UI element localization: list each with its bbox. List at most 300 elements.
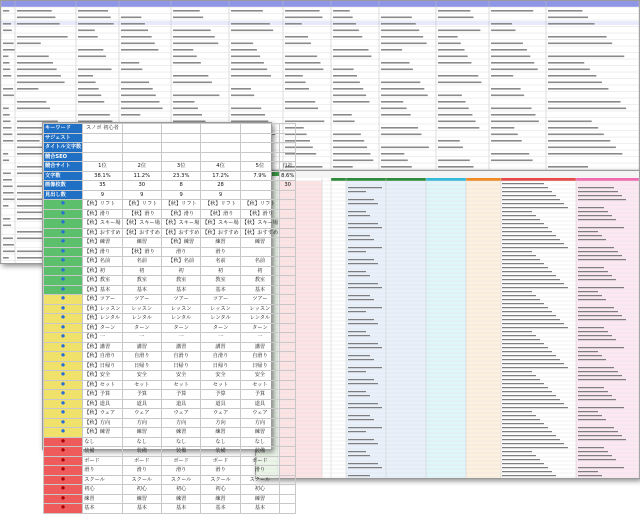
keyword-cell: レンタル xyxy=(201,314,240,324)
empty-cell xyxy=(280,447,296,457)
right-cell-text-stroke xyxy=(502,427,548,428)
table-row xyxy=(44,257,296,267)
row-header-cell: 競合サイト xyxy=(44,162,83,172)
empty-cell xyxy=(280,456,296,466)
keyword-cell: レッスン xyxy=(201,304,240,314)
row-marker: ● xyxy=(44,200,83,210)
back-cell-text-stroke xyxy=(17,101,46,103)
table-row xyxy=(44,228,296,238)
row-marker: ● xyxy=(44,494,83,504)
back-cell-text-stroke xyxy=(78,114,110,116)
back-cell-text-stroke xyxy=(3,127,12,129)
back-cell-text-stroke xyxy=(173,82,212,84)
row-marker: ● xyxy=(44,418,83,428)
back-cell-text-stroke xyxy=(381,69,413,71)
keyword-cell: 名前 xyxy=(240,257,279,267)
keyword-cell: 初 xyxy=(240,266,279,276)
table-cell xyxy=(161,133,200,143)
back-cell-text-stroke xyxy=(3,121,11,123)
right-cell-text-stroke xyxy=(348,191,366,192)
table-cell: 9 xyxy=(201,190,240,200)
keyword-cell: 【秋】おすすめ xyxy=(202,229,239,236)
right-cell-text-stroke xyxy=(348,347,382,348)
right-cell-text-stroke xyxy=(578,431,618,432)
back-cell-text-stroke xyxy=(173,10,200,12)
table-cell: 30 xyxy=(122,181,161,191)
back-cell-text-stroke xyxy=(438,127,479,129)
right-cell-text-stroke xyxy=(502,363,564,364)
keyword-cell: 【秋】練習 xyxy=(83,238,122,248)
row-marker: ● xyxy=(44,228,83,238)
back-cell-text-stroke xyxy=(3,218,10,220)
right-cell-text-stroke xyxy=(578,327,604,328)
keyword-cell: 自滑り xyxy=(240,352,279,362)
right-cell-text-stroke xyxy=(578,459,616,460)
back-cell-text-stroke xyxy=(491,88,521,90)
keyword-cell: 日帰り xyxy=(240,361,279,371)
back-cell-text-stroke xyxy=(17,140,40,142)
keyword-cell: 【秋】おすすめ xyxy=(84,229,121,236)
back-cell-text-stroke xyxy=(78,82,96,84)
keyword-cell: 予算 xyxy=(240,390,279,400)
keyword-cell: ターン xyxy=(161,323,200,333)
keyword-cell: セット xyxy=(240,380,279,390)
keyword-cell: 自滑り xyxy=(161,352,200,362)
right-cell-text-stroke xyxy=(348,323,378,324)
empty-cell xyxy=(280,437,296,447)
back-cell-text-stroke xyxy=(438,166,474,168)
keyword-cell: 滑り xyxy=(161,247,200,257)
right-cell-text-stroke xyxy=(348,283,378,284)
back-cell-text-stroke xyxy=(231,43,253,45)
keyword-cell: 教室 xyxy=(122,276,161,286)
right-cell-text-stroke xyxy=(348,475,370,476)
back-cell-text-stroke xyxy=(491,30,516,32)
keyword-cell: 【秋】滑り xyxy=(240,209,279,219)
keyword-cell: 初心 xyxy=(161,485,200,495)
keyword-cell: 滑り xyxy=(161,466,200,476)
back-cell-text-stroke xyxy=(231,88,251,90)
keyword-cell: 初心 xyxy=(240,485,279,495)
keyword-cell: 基本 xyxy=(161,504,200,514)
right-cell-text-stroke xyxy=(348,199,374,200)
right-cell-text-stroke xyxy=(348,419,374,420)
right-cell-text-stroke xyxy=(578,427,614,428)
back-cell-text-stroke xyxy=(381,101,403,103)
keyword-cell: 基本 xyxy=(240,504,279,514)
row-marker: ● xyxy=(44,219,83,229)
back-cell-text-stroke xyxy=(548,82,602,84)
keyword-cell: 【秋】レッスン xyxy=(84,305,121,312)
empty-cell xyxy=(280,399,296,409)
back-cell-text-stroke xyxy=(3,49,15,51)
table-cell xyxy=(280,143,296,153)
table-row xyxy=(44,466,296,476)
keyword-cell: 【秋】リフト xyxy=(122,200,161,210)
back-cell-text-stroke xyxy=(285,43,311,45)
table-cell: 9 xyxy=(122,190,161,200)
back-cell-text-stroke xyxy=(78,75,93,77)
keyword-cell: 方向 xyxy=(201,418,240,428)
right-cell-text-stroke xyxy=(502,291,532,292)
right-cell-text-stroke xyxy=(502,223,544,224)
back-cell-text-stroke xyxy=(78,17,111,19)
row-marker: ● xyxy=(44,333,83,343)
back-cell-text-stroke xyxy=(491,134,518,136)
empty-cell xyxy=(280,304,296,314)
back-cell-text-stroke xyxy=(381,95,428,97)
right-cell-text-stroke xyxy=(348,295,370,296)
table-cell: 30 xyxy=(280,181,296,191)
back-cell-text-stroke xyxy=(381,166,412,168)
keyword-cell: レンタル xyxy=(122,314,161,324)
back-cell-text-stroke xyxy=(3,10,9,12)
keyword-cell: 講習 xyxy=(122,342,161,352)
back-cell-text-stroke xyxy=(231,114,265,116)
right-cell-text-stroke xyxy=(578,251,618,252)
right-cell-text-stroke xyxy=(348,343,378,344)
keyword-cell: セット xyxy=(122,380,161,390)
back-cell-text-stroke xyxy=(438,114,472,116)
keyword-cell: 練習 xyxy=(161,494,200,504)
right-cell-text-stroke xyxy=(578,227,624,228)
back-cell-text-stroke xyxy=(381,43,427,45)
empty-cell xyxy=(280,266,296,276)
right-header-band xyxy=(426,178,466,181)
table-cell: 35 xyxy=(83,181,122,191)
table-row xyxy=(44,133,296,143)
back-cell-text-stroke xyxy=(285,23,302,25)
back-cell-text-stroke xyxy=(548,166,588,168)
keyword-cell: 練習 xyxy=(122,494,161,504)
keyword-cell: 【秋】基本 xyxy=(83,285,122,295)
keyword-cell: 【秋】初 xyxy=(83,266,122,276)
keyword-cell: 道具 xyxy=(240,399,279,409)
empty-cell xyxy=(280,504,296,514)
right-cell-text-stroke xyxy=(502,287,568,288)
table-row xyxy=(44,314,296,324)
table-row xyxy=(44,219,296,229)
back-cell-text-stroke xyxy=(231,75,271,77)
table-cell xyxy=(161,124,200,134)
back-cell-text-stroke xyxy=(78,36,98,38)
right-cell-text-stroke xyxy=(578,379,626,380)
keyword-cell: 【秋】滑り xyxy=(83,247,122,257)
row-marker: ● xyxy=(44,361,83,371)
row-marker: ● xyxy=(44,409,83,419)
table-cell: 23.3% xyxy=(161,171,200,181)
right-cell-text-stroke xyxy=(502,463,544,464)
right-cell-text-stroke xyxy=(502,211,532,212)
empty-cell xyxy=(280,295,296,305)
right-cell-text-stroke xyxy=(502,455,536,456)
right-cell-text-stroke xyxy=(502,299,540,300)
keyword-cell: 安全 xyxy=(240,371,279,381)
right-cell-text-stroke xyxy=(578,407,624,408)
back-cell-text-stroke xyxy=(333,56,371,58)
table-cell: 4位 xyxy=(201,162,240,172)
keyword-cell: 一 xyxy=(240,333,279,343)
right-cell-text-stroke xyxy=(502,255,536,256)
back-cell-text-stroke xyxy=(17,56,49,58)
right-cell-text-stroke xyxy=(578,215,612,216)
right-cell-text-stroke xyxy=(578,367,614,368)
keyword-cell: 教室 xyxy=(240,276,279,286)
keyword-cell: ウェア xyxy=(122,409,161,419)
right-cell-text-stroke xyxy=(348,383,378,384)
keyword-cell: 練習 xyxy=(161,428,200,438)
keyword-cell: 【秋】自滑り xyxy=(83,352,122,362)
keyword-cell: 【秋】リフト xyxy=(240,200,279,210)
table-row xyxy=(44,390,296,400)
back-cell-text-stroke xyxy=(438,140,460,142)
right-cell-text-stroke xyxy=(578,191,618,192)
row-marker: ● xyxy=(44,276,83,286)
right-cell-text-stroke xyxy=(578,355,602,356)
row-marker: ● xyxy=(44,485,83,495)
right-cell-text-stroke xyxy=(348,271,366,272)
back-cell-text-stroke xyxy=(173,49,193,51)
back-cell-text-stroke xyxy=(333,134,361,136)
back-cell-text-stroke xyxy=(491,75,513,77)
table-cell xyxy=(161,143,200,153)
keyword-cell: スクール xyxy=(122,475,161,485)
keyword-cell: 日帰り xyxy=(122,361,161,371)
right-cell-text-stroke xyxy=(502,375,536,376)
keyword-cell: 【秋】滑り xyxy=(122,209,161,219)
empty-cell xyxy=(280,466,296,476)
right-cell-text-stroke xyxy=(578,291,598,292)
row-marker: ● xyxy=(44,352,83,362)
back-cell-text-stroke xyxy=(121,43,155,45)
keyword-cell: 教室 xyxy=(201,276,240,286)
back-cell-text-stroke xyxy=(285,62,321,64)
keyword-cell: ターン xyxy=(122,323,161,333)
right-cell-text-stroke xyxy=(578,235,602,236)
keyword-cell: 名前 xyxy=(122,257,161,267)
keyword-cell: 教室 xyxy=(161,276,200,286)
right-cell-text-stroke xyxy=(348,263,378,264)
table-cell: 8 xyxy=(161,181,200,191)
keyword-cell: 方向 xyxy=(240,418,279,428)
back-cell-text-stroke xyxy=(491,140,522,142)
right-cell-text-stroke xyxy=(502,315,556,316)
right-spreadsheet xyxy=(255,170,640,479)
table-row xyxy=(44,276,296,286)
back-cell-text-stroke xyxy=(17,108,50,110)
back-cell-text-stroke xyxy=(173,108,198,110)
row-marker: ● xyxy=(44,466,83,476)
right-cell-text-stroke xyxy=(502,183,544,184)
back-cell-text-stroke xyxy=(491,114,535,116)
right-cell-text-stroke xyxy=(578,339,616,340)
keyword-cell: 【秋】予算 xyxy=(83,390,122,400)
back-cell-text-stroke xyxy=(3,173,11,175)
back-cell-text-stroke xyxy=(333,121,355,123)
back-cell-text-stroke xyxy=(548,23,595,25)
empty-cell xyxy=(280,371,296,381)
back-cell-text-stroke xyxy=(3,108,9,110)
empty-cell xyxy=(280,475,296,485)
empty-cell xyxy=(280,380,296,390)
back-cell-text-stroke xyxy=(381,62,410,64)
keyword-cell: なし xyxy=(161,437,200,447)
right-cell-text-stroke xyxy=(578,347,624,348)
keyword-cell: 【秋】滑り xyxy=(201,209,240,219)
back-cell-text-stroke xyxy=(438,43,461,45)
table-cell: 28 xyxy=(201,181,240,191)
table-cell: 9 xyxy=(83,190,122,200)
right-cell-text-stroke xyxy=(502,203,564,204)
back-cell-text-stroke xyxy=(438,17,474,19)
keyword-cell: 予算 xyxy=(201,390,240,400)
right-cell-text-stroke xyxy=(502,447,568,448)
back-cell-text-stroke xyxy=(173,114,202,116)
right-cell-text-stroke xyxy=(502,239,560,240)
table-row xyxy=(44,143,296,153)
back-cell-text-stroke xyxy=(548,10,582,12)
back-cell-text-stroke xyxy=(333,140,364,142)
right-cell-text-stroke xyxy=(578,239,606,240)
back-cell-text-stroke xyxy=(121,30,148,32)
table-row xyxy=(44,475,296,485)
back-cell-text-stroke xyxy=(3,186,13,188)
right-cell-text-stroke xyxy=(502,243,564,244)
back-cell-text-stroke xyxy=(333,147,367,149)
right-cell-text-stroke xyxy=(578,399,616,400)
empty-cell xyxy=(280,285,296,295)
back-cell-text-stroke xyxy=(17,36,68,38)
keyword-cell: 【秋】練習 xyxy=(161,238,200,248)
back-cell-text-stroke xyxy=(3,75,11,77)
back-cell-text-stroke xyxy=(121,49,158,51)
empty-cell xyxy=(280,342,296,352)
back-cell-text-stroke xyxy=(381,17,412,19)
back-cell-text-stroke xyxy=(231,69,267,71)
row-marker: ● xyxy=(44,266,83,276)
keyword-cell: 道具 xyxy=(201,399,240,409)
back-cell-text-stroke xyxy=(17,192,41,194)
right-cell-text-stroke xyxy=(348,287,382,288)
keyword-cell: 予算 xyxy=(161,390,200,400)
keyword-cell: 【秋】リフト xyxy=(83,200,122,210)
keyword-cell: 練習 xyxy=(83,494,122,504)
right-cell-text-stroke xyxy=(348,427,382,428)
table-cell: 1位 xyxy=(83,162,122,172)
keyword-cell: レッスン xyxy=(240,304,279,314)
back-cell-text-stroke xyxy=(333,49,369,51)
right-cell-text-stroke xyxy=(348,395,370,396)
right-cell-text-stroke xyxy=(348,223,378,224)
back-cell-text-stroke xyxy=(438,10,470,12)
keyword-cell: セット xyxy=(161,380,200,390)
right-cell-text-stroke xyxy=(348,431,366,432)
table-cell xyxy=(83,143,122,153)
right-cell-text-stroke xyxy=(578,455,612,456)
back-cell-text-stroke xyxy=(285,36,308,38)
row-marker: ● xyxy=(44,447,83,457)
keyword-cell: 【秋】レンタル xyxy=(84,315,121,322)
empty-cell xyxy=(280,333,296,343)
keyword-cell: 初心 xyxy=(122,485,161,495)
keyword-cell: ボード xyxy=(240,456,279,466)
keyword-cell: 滑り xyxy=(201,466,240,476)
table-row xyxy=(44,371,296,381)
right-col-cyan xyxy=(426,181,466,478)
table-cell xyxy=(240,190,279,200)
keyword-cell: スクール xyxy=(83,475,122,485)
keyword-cell: 【秋】ツアー xyxy=(83,295,122,305)
back-cell-text-stroke xyxy=(438,147,463,149)
empty-cell xyxy=(280,409,296,419)
back-cell-text-stroke xyxy=(173,75,208,77)
keyword-cell: ウェア xyxy=(161,409,200,419)
table-row xyxy=(44,380,296,390)
keyword-cell: 基本 xyxy=(161,285,200,295)
keyword-cell: 【秋】滑り xyxy=(161,209,200,219)
table-row xyxy=(44,494,296,504)
right-header-band xyxy=(331,178,426,181)
keyword-cell: 【秋】名前 xyxy=(83,257,122,267)
back-cell-text-stroke xyxy=(3,56,8,58)
right-cell-text-stroke xyxy=(502,247,568,248)
keyword-cell: 初心 xyxy=(83,485,122,495)
right-cell-text-stroke xyxy=(502,459,540,460)
right-cell-text-stroke xyxy=(578,187,614,188)
back-cell-text-stroke xyxy=(3,238,13,240)
back-cell-text-stroke xyxy=(3,205,8,207)
row-marker: ● xyxy=(44,257,83,267)
right-cell-text-stroke xyxy=(502,191,552,192)
back-cell-text-stroke xyxy=(231,108,261,110)
back-cell-text-stroke xyxy=(285,17,322,19)
back-cell-text-stroke xyxy=(333,153,370,155)
right-cell-text-stroke xyxy=(502,219,540,220)
right-cell-text-stroke xyxy=(502,411,532,412)
table-row xyxy=(44,209,296,219)
right-cell-text-stroke xyxy=(348,187,382,188)
empty-cell xyxy=(280,352,296,362)
right-cell-text-stroke xyxy=(578,375,622,376)
back-cell-text-stroke xyxy=(121,95,156,97)
keyword-cell: 装備 xyxy=(122,447,161,457)
keyword-cell: 講習 xyxy=(161,342,200,352)
right-cell-text-stroke xyxy=(348,335,370,336)
right-cell-text-stroke xyxy=(502,387,548,388)
back-cell-text-stroke xyxy=(381,147,429,149)
back-cell-text-stroke xyxy=(3,134,12,136)
right-cell-text-stroke xyxy=(502,419,540,420)
back-cell-text-stroke xyxy=(3,251,15,253)
row-header-cell: 競合SEO xyxy=(44,152,83,162)
keyword-cell: 練習 xyxy=(240,494,279,504)
keyword-cell: 【秋】スキー場 xyxy=(84,220,121,227)
keyword-cell: ターン xyxy=(240,323,279,333)
right-toolbar xyxy=(256,171,639,178)
back-cell-text-stroke xyxy=(173,56,197,58)
row-marker: ● xyxy=(44,323,83,333)
table-cell xyxy=(201,124,240,134)
right-cell-text-stroke xyxy=(502,431,552,432)
back-cell-text-stroke xyxy=(548,101,621,103)
right-cell-text-stroke xyxy=(578,315,622,316)
right-cell-text-stroke xyxy=(578,467,624,468)
back-cell-text-stroke xyxy=(173,30,211,32)
back-cell-text-stroke xyxy=(548,17,588,19)
back-cell-text-stroke xyxy=(438,108,469,110)
right-cell-text-stroke xyxy=(348,235,370,236)
right-cell-text-stroke xyxy=(348,391,366,392)
